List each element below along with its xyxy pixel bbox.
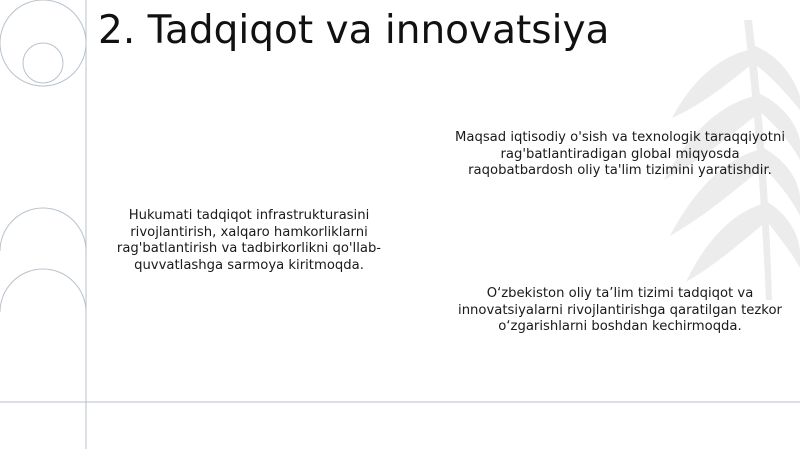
slide-title: 2. Tadqiqot va innovatsiya (98, 8, 610, 53)
right-bottom-text-block: O‘zbekiston oliy ta’lim tizimi tadqiqot va innovatsiyalarni rivojlantirishga qaratilgan tezkor o‘zgarishlarni boshdan kechirmoqda. (458, 286, 782, 334)
outlined-arches-icon (0, 208, 86, 449)
outlined-circles-icon (0, 0, 86, 86)
left-text-block: Hukumati tadqiqot infrastrukturasini rivojlantirish, xalqaro hamkorliklarni rag'batlantirish va tadbirkorlikni qo'llab-quvvatlashga sarmoya kiritmoqda. (116, 208, 382, 273)
right-top-text-block: Maqsad iqtisodiy o'sish va texnologik taraqqiyotni rag'batlantiradigan global miqyosda raqobatbardosh oliy ta'lim tizimini yaratishdir. (454, 130, 786, 178)
